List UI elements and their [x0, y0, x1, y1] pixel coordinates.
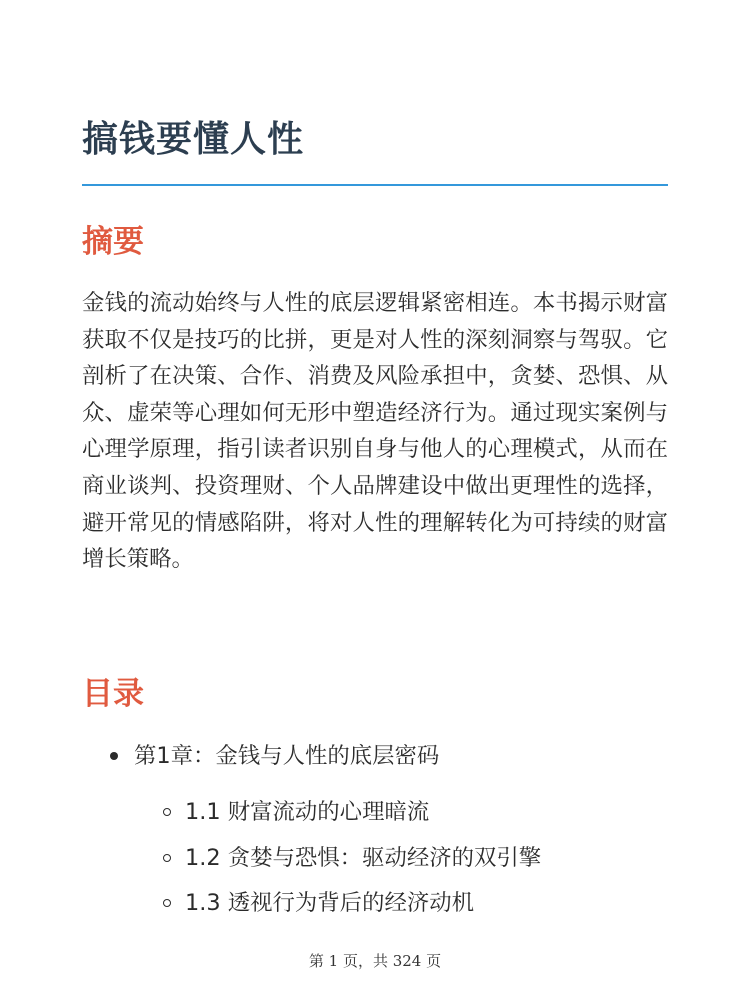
- bullet-circle-icon: [163, 854, 171, 862]
- page-footer: 第 1 页，共 324 页: [308, 952, 442, 970]
- toc-section-label: 1.1 财富流动的心理暗流: [185, 799, 430, 825]
- toc-section-label: 1.3 透视行为背后的经济动机: [185, 890, 475, 916]
- toc-section-item: [163, 794, 429, 830]
- summary-paragraph: 金钱的流动始终与人性的底层逻辑紧密相连。本书揭示财富获取不仅是技巧的比拼，更是对人性的深刻洞察与驾驭。它剖析了在决策、合作、消费及风险承担中，贪婪、恐惧、从众、虚荣等心理如何无形中塑造经济行为。通过现实案例与心理学原理，指引读者识别自身与他人的心理模式，从而在商业谈判、投资理财、个人品牌建设中做出更理性的选择，避开常见的情感陷阱，将对人性的理解转化为可持续的财富增长策略。: [82, 290, 668, 573]
- bullet-disc-icon: [110, 752, 118, 760]
- bullet-circle-icon: [163, 899, 171, 907]
- toc-section-item: [163, 885, 474, 921]
- toc-heading: 目录: [82, 676, 144, 712]
- toc-chapter-item: [110, 738, 439, 774]
- toc-section-item: [163, 840, 541, 876]
- toc-section-label: 1.2 贪婪与恐惧：驱动经济的双引擎: [185, 845, 542, 871]
- summary-heading: 摘要: [82, 224, 144, 260]
- title-divider: [82, 184, 668, 186]
- book-title: 搞钱要懂人性: [82, 119, 305, 160]
- toc-chapter-label: 第1章：金钱与人性的底层密码: [134, 743, 440, 769]
- bullet-circle-icon: [163, 808, 171, 816]
